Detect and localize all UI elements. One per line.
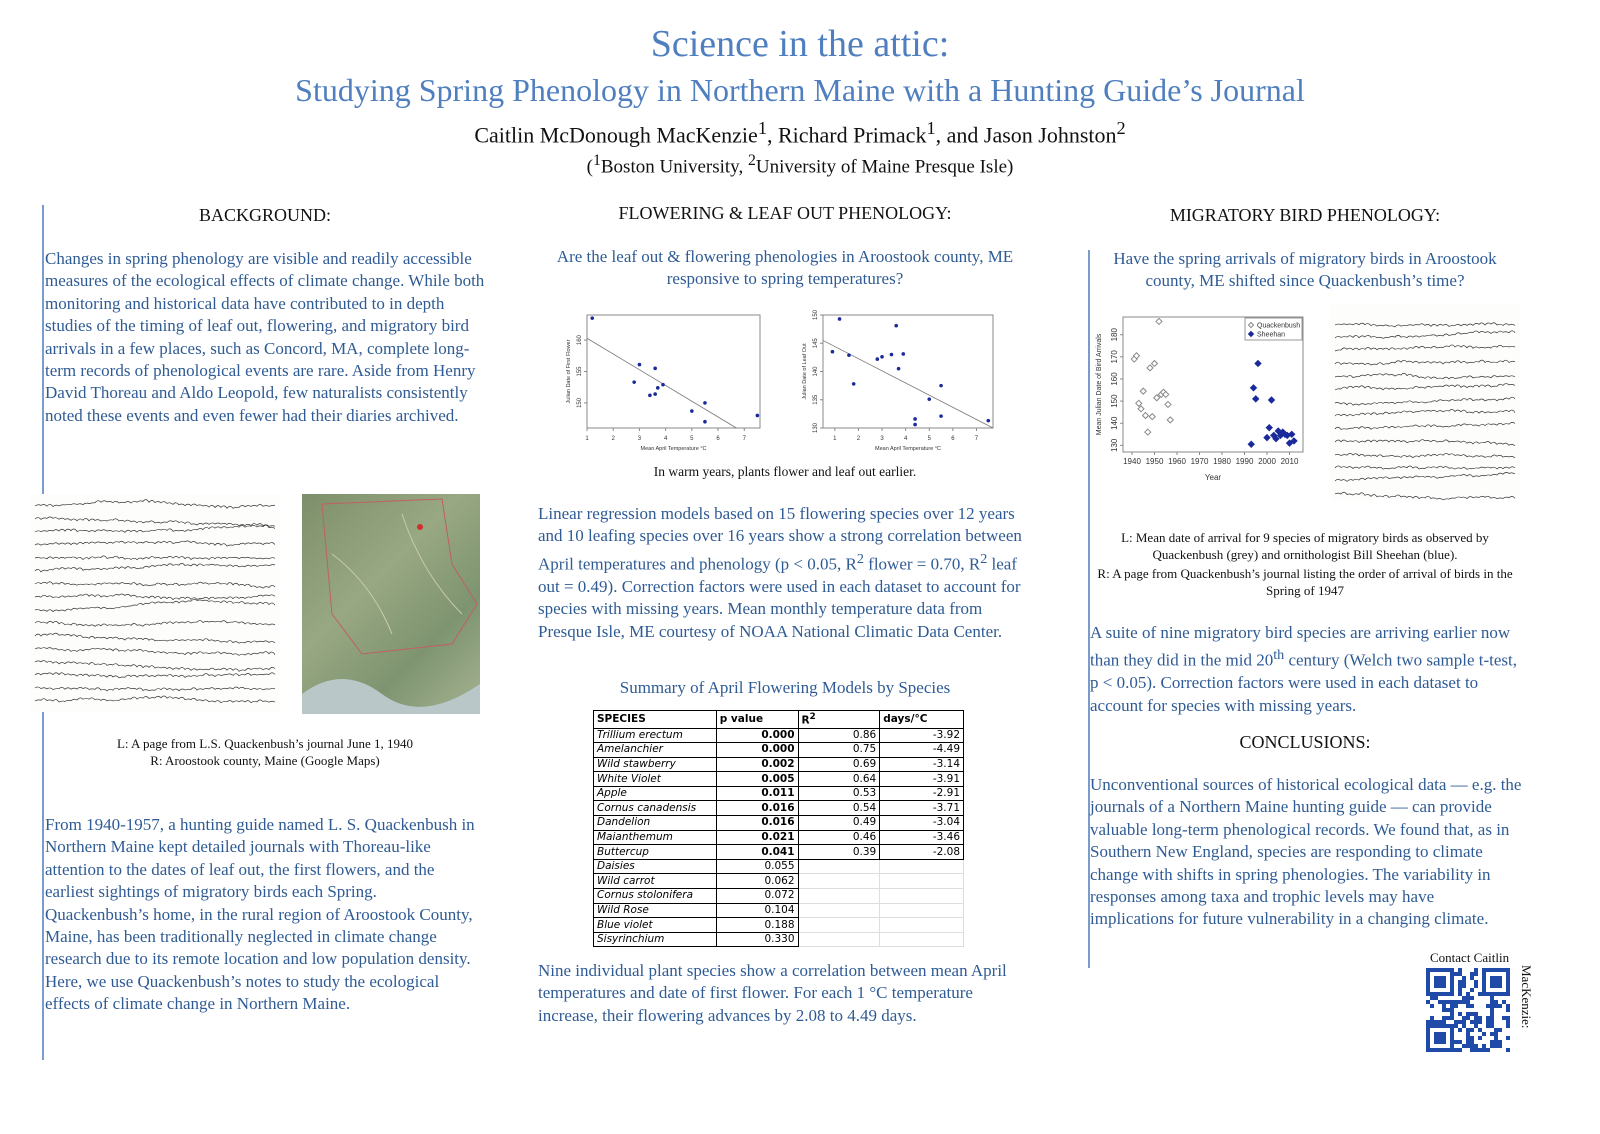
table-row bbox=[594, 932, 964, 947]
days-cell bbox=[880, 932, 964, 947]
handwriting-line bbox=[35, 594, 275, 600]
legend-label: Sheehan bbox=[1257, 331, 1286, 339]
regression-line bbox=[587, 338, 736, 428]
handwriting-line bbox=[1335, 422, 1515, 429]
x-axis-label: Year bbox=[1204, 473, 1222, 482]
p-value-cell: 0.016 bbox=[716, 816, 798, 831]
data-point bbox=[897, 367, 901, 371]
p-value-cell: 0.011 bbox=[716, 786, 798, 801]
data-point bbox=[838, 317, 842, 321]
y-tick-label: 160 bbox=[1110, 372, 1119, 386]
handwriting-line bbox=[35, 599, 275, 611]
data-point bbox=[661, 383, 665, 387]
data-point bbox=[894, 324, 898, 328]
table-row bbox=[594, 859, 964, 874]
x-tick-label: 2 bbox=[856, 436, 861, 442]
sup: 2 bbox=[747, 152, 756, 169]
y-tick-label: 130 bbox=[813, 422, 819, 434]
species-cell: Blue violet bbox=[594, 918, 717, 933]
p-value-cell: 0.002 bbox=[716, 757, 798, 772]
data-point bbox=[927, 397, 931, 401]
y-tick-label: 150 bbox=[577, 397, 583, 408]
handwriting-line bbox=[35, 556, 275, 560]
flowering-text bbox=[538, 503, 1038, 643]
species-cell: Trillium erectum bbox=[594, 728, 717, 743]
legend-label: Quackenbush bbox=[1257, 322, 1301, 330]
data-point bbox=[656, 386, 660, 390]
species-cell: Wild stawberry bbox=[594, 757, 717, 772]
data-point-sheehan bbox=[1269, 397, 1275, 403]
bird-arrival-chart bbox=[1090, 310, 1312, 490]
conclusions-heading: CONCLUSIONS: bbox=[1239, 732, 1371, 752]
birds-heading: MIGRATORY BIRD PHENOLOGY: bbox=[1169, 205, 1441, 225]
table-row bbox=[594, 903, 964, 918]
x-tick-label: 1980 bbox=[1213, 457, 1231, 466]
x-tick-label: 7 bbox=[974, 436, 979, 442]
header-r2 bbox=[798, 711, 880, 729]
table-row bbox=[594, 757, 964, 772]
handwriting-line bbox=[35, 621, 275, 627]
handwriting-line bbox=[35, 582, 275, 588]
x-axis-label: Mean April Temperature °C bbox=[640, 446, 707, 452]
r2-cell bbox=[798, 903, 880, 918]
data-point bbox=[890, 353, 894, 357]
contact-name-vertical: MacKenzie: bbox=[1519, 965, 1534, 1029]
r2-cell bbox=[798, 874, 880, 889]
x-tick-label: 1 bbox=[833, 436, 837, 442]
data-point bbox=[880, 355, 884, 359]
species-cell: Maianthemum bbox=[594, 830, 717, 845]
handwriting-line bbox=[35, 525, 275, 532]
plot-frame bbox=[587, 315, 760, 428]
data-point bbox=[986, 419, 990, 423]
x-tick-label: 6 bbox=[951, 436, 955, 442]
y-tick-label: 135 bbox=[813, 394, 819, 405]
y-tick-label: 160 bbox=[577, 335, 583, 346]
sep: , and bbox=[935, 122, 984, 148]
sep: , bbox=[766, 122, 778, 148]
journal-page-image bbox=[30, 494, 280, 712]
y-axis-label: Mean Julian Date of Bird Arrivals bbox=[1096, 333, 1103, 436]
birds-caption-left: L: Mean date of arrival for 9 species of migratory birds as observed by Quackenbush (grey) and ornithologist Bill Sheehan (blue). bbox=[1121, 530, 1489, 562]
sup: 1 bbox=[757, 118, 767, 138]
conclusions-text: Unconventional sources of historical ecological data — e.g. the journals of a Northern Maine hunting guide — can provide valuable long-term phenological records. We found that, as in Southern New England, species are responding to climate change with shifts in spring phenologies. The variability in responses among taxa and trophic levels may have implications for future vulnerability in a changing climate. bbox=[1090, 775, 1522, 929]
x-tick-label: 4 bbox=[663, 436, 668, 442]
species-cell: Daisies bbox=[594, 859, 717, 874]
data-point-sheehan bbox=[1248, 441, 1254, 447]
data-point bbox=[913, 423, 917, 427]
handwriting-line bbox=[1335, 466, 1515, 469]
r2-cell: 0.46 bbox=[798, 830, 880, 845]
bird-journal-image bbox=[1330, 305, 1520, 500]
p-value-cell: 0.072 bbox=[716, 889, 798, 904]
data-point bbox=[847, 353, 851, 357]
y-tick-label: 170 bbox=[1110, 350, 1119, 364]
p-value-cell: 0.016 bbox=[716, 801, 798, 816]
x-tick-label: 5 bbox=[690, 436, 694, 442]
x-tick-label: 7 bbox=[742, 436, 746, 442]
handwriting-line bbox=[35, 633, 275, 643]
p-value-cell: 0.021 bbox=[716, 830, 798, 845]
data-point bbox=[756, 414, 760, 418]
data-point-quackenbush bbox=[1156, 318, 1162, 324]
p-value-cell: 0.055 bbox=[716, 859, 798, 874]
species-cell: Sisyrinchium bbox=[594, 932, 717, 947]
y-tick-label: 150 bbox=[1110, 394, 1119, 408]
y-tick-label: 140 bbox=[1110, 416, 1119, 430]
r2-cell: 0.64 bbox=[798, 772, 880, 787]
r-label: R bbox=[801, 714, 810, 727]
data-point bbox=[648, 394, 652, 398]
data-point-sheehan bbox=[1255, 360, 1261, 366]
handwriting-line bbox=[1335, 384, 1515, 390]
y-tick-label: 155 bbox=[577, 366, 583, 377]
data-point bbox=[939, 384, 943, 388]
species-cell: Wild Rose bbox=[594, 903, 717, 918]
sup: 2 bbox=[1116, 118, 1126, 138]
days-cell bbox=[880, 889, 964, 904]
species-cell: Apple bbox=[594, 786, 717, 801]
data-point bbox=[590, 316, 594, 320]
y-tick-label: 140 bbox=[813, 366, 819, 377]
days-cell bbox=[880, 874, 964, 889]
table-header-row bbox=[594, 711, 964, 729]
handwriting-line bbox=[1335, 360, 1515, 365]
days-cell: -3.14 bbox=[880, 757, 964, 772]
x-tick-label: 4 bbox=[903, 436, 908, 442]
data-point-quackenbush bbox=[1147, 365, 1153, 371]
x-tick-label: 6 bbox=[716, 436, 720, 442]
p-value-cell: 0.330 bbox=[716, 932, 798, 947]
poster-title: Science in the attic: bbox=[650, 23, 950, 65]
y-tick-label: 130 bbox=[1110, 438, 1119, 453]
author: Richard Primack bbox=[777, 122, 927, 148]
data-point-quackenbush bbox=[1140, 388, 1146, 394]
data-point-sheehan bbox=[1266, 425, 1272, 431]
data-point-quackenbush bbox=[1165, 401, 1171, 407]
x-tick-label: 1 bbox=[585, 436, 589, 442]
x-tick-label: 1940 bbox=[1123, 457, 1141, 466]
data-point-quackenbush bbox=[1149, 414, 1155, 420]
table-row bbox=[594, 845, 964, 860]
x-axis-label: Mean April Temperature °C bbox=[875, 446, 941, 452]
data-point-quackenbush bbox=[1145, 429, 1151, 435]
data-point-quackenbush bbox=[1143, 412, 1149, 418]
birds-text bbox=[1090, 622, 1520, 717]
data-point bbox=[939, 414, 943, 418]
birds-question: Have the spring arrivals of migratory birds in Aroostook county, ME shifted since Quackenbush’s time? bbox=[1113, 249, 1497, 290]
y-axis-label: Julian Date of Leaf Out bbox=[802, 343, 808, 400]
data-point-sheehan bbox=[1253, 396, 1259, 402]
days-cell bbox=[880, 859, 964, 874]
p-value-cell: 0.188 bbox=[716, 918, 798, 933]
data-point-quackenbush bbox=[1167, 417, 1173, 423]
days-cell: -3.92 bbox=[880, 728, 964, 743]
table-row bbox=[594, 801, 964, 816]
authors bbox=[0, 118, 1600, 148]
background-heading: BACKGROUND: bbox=[198, 205, 331, 225]
plot-frame bbox=[823, 315, 993, 428]
sup: th bbox=[1273, 647, 1285, 664]
r2-cell: 0.39 bbox=[798, 845, 880, 860]
data-point bbox=[901, 352, 905, 356]
days-cell: -3.71 bbox=[880, 801, 964, 816]
data-point-quackenbush bbox=[1152, 360, 1158, 366]
handwriting-line bbox=[1335, 331, 1515, 339]
r2-cell bbox=[798, 918, 880, 933]
species-cell: Amelanchier bbox=[594, 743, 717, 758]
r2-cell: 0.75 bbox=[798, 743, 880, 758]
x-tick-label: 3 bbox=[880, 436, 884, 442]
y-tick-label: 145 bbox=[813, 338, 819, 349]
p-value-cell: 0.000 bbox=[716, 728, 798, 743]
flowering-models-table bbox=[593, 710, 964, 947]
sup: 1 bbox=[926, 118, 936, 138]
qr-code[interactable] bbox=[1426, 968, 1510, 1052]
handwriting-line bbox=[1335, 397, 1515, 405]
handwriting-line bbox=[35, 500, 275, 509]
species-cell: Cornus canadensis bbox=[594, 801, 717, 816]
data-point bbox=[913, 417, 917, 421]
sup: 1 bbox=[592, 152, 601, 169]
data-point bbox=[876, 357, 880, 361]
y-tick-label: 180 bbox=[1110, 328, 1119, 342]
y-tick-label: 150 bbox=[813, 309, 819, 321]
handwriting-line bbox=[35, 673, 275, 678]
r2-cell bbox=[798, 889, 880, 904]
sup: 2 bbox=[856, 550, 864, 567]
days-cell: -4.49 bbox=[880, 743, 964, 758]
background-text: Changes in spring phenology are visible and readily accessible measures of the ecological effects of climate change. While both monitoring and historical data have contributed to in depth studies of the timing of leaf out, flowering, and migratory bird arrivals in a few places, such as Concord, MA, complete long-term records of phenological events are rare. Aside from Henry David Thoreau and Aldo Leopold, few naturalists consistently noted these events and even fewer had their diaries archived. bbox=[45, 249, 485, 425]
text-part: flower = 0.70, R bbox=[863, 554, 981, 574]
data-point bbox=[852, 382, 856, 386]
handwriting-line bbox=[1335, 373, 1515, 379]
data-point bbox=[703, 420, 707, 424]
text-part: A suite of nine migratory bird species are arriving earlier now than they did in the mid 20 bbox=[1090, 623, 1511, 671]
background-text-2: From 1940-1957, a hunting guide named L. S. Quackenbush in Northern Maine kept detailed journals with Thoreau-like attention to the dates of leaf out, the first flowers, and the earliest sightings of migratory birds each Spring. Quackenbush’s home, in the rural region of Aroostook County, Maine, has been traditionally neglected in climate change research due to its remote location and low population density. Here, we use Quackenbush’s notes to study the ecological effects of climate change in Northern Maine. bbox=[45, 815, 475, 1014]
table-row bbox=[594, 743, 964, 758]
data-point bbox=[638, 363, 642, 367]
poster-subtitle: Studying Spring Phenology in Northern Maine with a Hunting Guide’s Journal bbox=[295, 72, 1305, 108]
r2-cell bbox=[798, 859, 880, 874]
handwriting-line bbox=[1335, 440, 1515, 446]
x-tick-label: 1960 bbox=[1168, 457, 1186, 466]
table-row bbox=[594, 816, 964, 831]
r2-cell: 0.69 bbox=[798, 757, 880, 772]
text-part: leaf out = 0.49). Correction factors were used in each dataset to account for species with missing years. Mean monthly temperature data from Presque Isle, ME courtesy of NOAA National Climatic Data Center. bbox=[538, 554, 1021, 641]
days-cell: -3.46 bbox=[880, 830, 964, 845]
p-value-cell: 0.062 bbox=[716, 874, 798, 889]
r2-cell: 0.86 bbox=[798, 728, 880, 743]
r2-cell: 0.53 bbox=[798, 786, 880, 801]
r2-cell bbox=[798, 932, 880, 947]
table-title: Summary of April Flowering Models by Species bbox=[619, 678, 951, 697]
table-row bbox=[594, 772, 964, 787]
table-row bbox=[594, 728, 964, 743]
species-cell: Wild carrot bbox=[594, 874, 717, 889]
days-cell: -2.08 bbox=[880, 845, 964, 860]
handwriting-line bbox=[35, 661, 275, 672]
x-tick-label: 2010 bbox=[1280, 457, 1299, 466]
text-part: century (Welch two sample t-test, p < 0.05). Correction factors were used in each dataset to account for species with missing years. bbox=[1090, 651, 1517, 715]
species-cell: Dandelion bbox=[594, 816, 717, 831]
table-row bbox=[594, 889, 964, 904]
header-days-per-degree: days/°C bbox=[880, 711, 964, 729]
x-tick-label: 2000 bbox=[1258, 457, 1276, 466]
sup: 2 bbox=[809, 712, 816, 722]
days-cell: -3.04 bbox=[880, 816, 964, 831]
handwriting-line bbox=[1335, 492, 1515, 500]
contact-label: Contact Caitlin bbox=[1430, 950, 1510, 965]
x-tick-label: 1970 bbox=[1190, 457, 1209, 466]
data-point bbox=[632, 380, 636, 384]
handwriting-line bbox=[1335, 345, 1515, 351]
x-tick-label: 1950 bbox=[1145, 457, 1164, 466]
map-image bbox=[302, 494, 480, 714]
flowering-caption: In warm years, plants flower and leaf out earlier. bbox=[653, 464, 917, 479]
author: Caitlin McDonough MacKenzie bbox=[474, 122, 758, 148]
handwriting-line bbox=[35, 687, 275, 691]
header-p-value: p value bbox=[716, 711, 798, 729]
data-point bbox=[703, 401, 707, 405]
table-row bbox=[594, 874, 964, 889]
data-point bbox=[831, 350, 835, 354]
data-point bbox=[653, 367, 657, 371]
birds-caption-right: R: A page from Quackenbush’s journal listing the order of arrival of birds in the Spring of 1947 bbox=[1097, 566, 1513, 598]
leafout-chart bbox=[790, 305, 1015, 460]
affiliation: Boston University, bbox=[600, 156, 748, 178]
handwriting-line bbox=[1335, 453, 1515, 458]
handwriting-line bbox=[35, 648, 275, 656]
p-value-cell: 0.005 bbox=[716, 772, 798, 787]
species-cell: White Violet bbox=[594, 772, 717, 787]
affiliation: University of Maine Presque Isle bbox=[755, 156, 1008, 178]
data-point-sheehan bbox=[1251, 385, 1257, 391]
species-cell: Buttercup bbox=[594, 845, 717, 860]
data-point bbox=[653, 392, 657, 396]
p-value-cell: 0.041 bbox=[716, 845, 798, 860]
handwriting-line bbox=[35, 563, 275, 572]
x-tick-label: 3 bbox=[637, 436, 642, 442]
table-row bbox=[594, 830, 964, 845]
table-row bbox=[594, 918, 964, 933]
days-cell bbox=[880, 903, 964, 918]
flowering-question: Are the leaf out & flowering phenologies in Aroostook county, ME responsive to spring temperatures? bbox=[556, 247, 1014, 288]
handwriting-line bbox=[1335, 323, 1515, 327]
handwriting-line bbox=[1335, 472, 1515, 481]
r2-cell: 0.54 bbox=[798, 801, 880, 816]
author: Jason Johnston bbox=[983, 122, 1117, 148]
flowering-heading: FLOWERING & LEAF OUT PHENOLOGY: bbox=[618, 203, 952, 223]
r2-cell: 0.49 bbox=[798, 816, 880, 831]
x-tick-label: 1990 bbox=[1235, 457, 1254, 466]
x-tick-label: 5 bbox=[927, 436, 931, 442]
days-cell bbox=[880, 918, 964, 933]
table-row bbox=[594, 786, 964, 801]
sup: 2 bbox=[980, 550, 988, 567]
flowering-chart bbox=[555, 305, 775, 460]
y-axis-label: Julian Date of First Flower bbox=[566, 339, 572, 404]
data-point-sheehan bbox=[1264, 435, 1270, 441]
handwriting-line bbox=[35, 696, 275, 703]
species-cell: Cornus stolonifera bbox=[594, 889, 717, 904]
days-cell: -3.91 bbox=[880, 772, 964, 787]
text-part: Linear regression models based on 15 flowering species over 12 years and 10 leafing species over 16 years show a strong correlation between April temperatures and phenology (p < 0.05, R bbox=[538, 504, 1022, 574]
handwriting-line bbox=[1335, 410, 1515, 416]
figure-caption-right: R: Aroostook county, Maine (Google Maps) bbox=[150, 753, 380, 768]
flowering-text-2: Nine individual plant species show a correlation between mean April temperatures and date of first flower. For each 1 °C temperature increase, their flowering advances by 2.08 to 4.49 days. bbox=[538, 961, 1007, 1025]
x-tick-label: 2 bbox=[611, 436, 615, 442]
p-value-cell: 0.104 bbox=[716, 903, 798, 918]
p-value-cell: 0.000 bbox=[716, 743, 798, 758]
handwriting-line bbox=[35, 517, 275, 526]
data-point bbox=[690, 409, 694, 413]
days-cell: -2.91 bbox=[880, 786, 964, 801]
handwriting-line bbox=[35, 541, 275, 546]
header-species: SPECIES bbox=[594, 711, 717, 729]
figure-caption-left: L: A page from L.S. Quackenbush’s journal June 1, 1940 bbox=[116, 736, 414, 751]
affiliations: ($^1$Boston University, $^2$University of Maine Presque Isle) bbox=[586, 152, 1014, 178]
